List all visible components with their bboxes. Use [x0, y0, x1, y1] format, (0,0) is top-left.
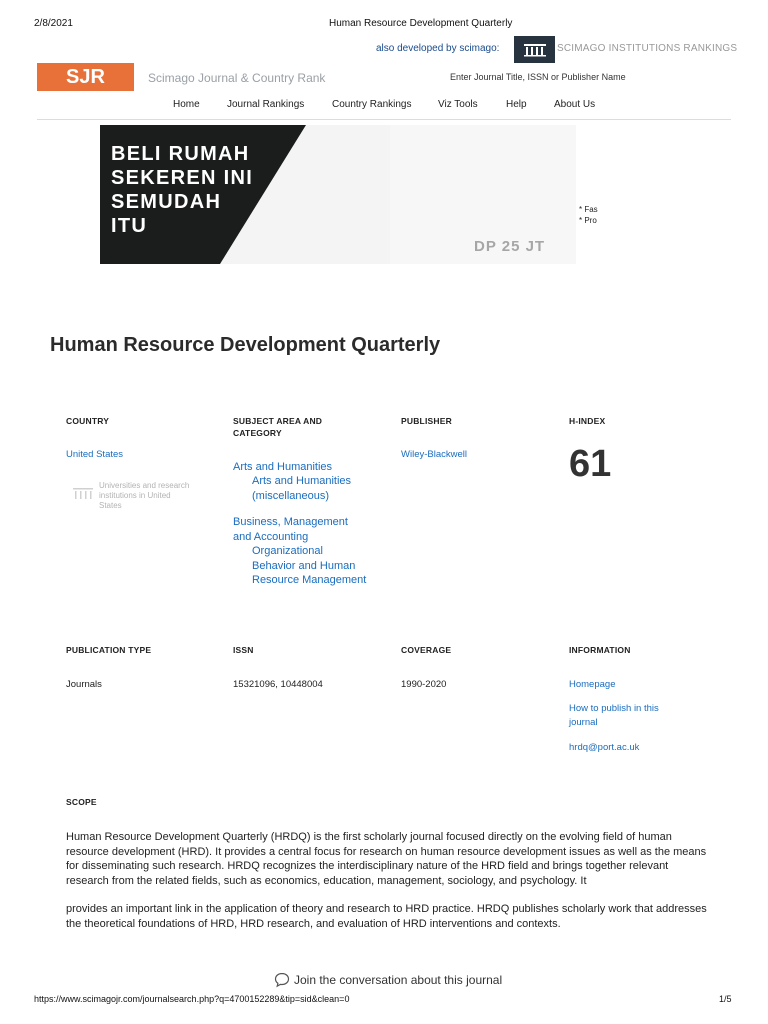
- publisher-label: PUBLISHER: [401, 416, 452, 426]
- subject-area-2[interactable]: Business, Management and Accounting: [233, 516, 348, 543]
- scimago-institutions-logo[interactable]: [514, 36, 555, 63]
- ad-headline: BELI RUMAH SEKEREN INI SEMUDAH ITU: [111, 143, 254, 237]
- subject-area-1[interactable]: Arts and Humanities: [233, 461, 333, 473]
- join-conversation-label: Join the conversation about this journal: [294, 973, 503, 987]
- nav-journal-rankings[interactable]: Journal Rankings: [227, 99, 305, 110]
- how-to-publish-link[interactable]: How to publish in this journal: [569, 703, 659, 728]
- sjr-logo-subtitle[interactable]: Scimago Journal & Country Rank: [148, 71, 326, 85]
- issn-value: 15321096, 10448004: [233, 679, 323, 690]
- coverage-value: 1990-2020: [401, 679, 447, 690]
- scope-paragraph-2: provides an important link in the application of theory and research to HRD practice. HRDQ publishes scholarly work that addresses the theoretical foundations of HRD, HRD research, and evaluation of HRD interventions and contexts.: [66, 903, 707, 930]
- ad-bullet-2: * Pro: [579, 216, 597, 225]
- institutions-thumbnail[interactable]: [72, 487, 94, 506]
- issn-label: ISSN: [233, 645, 254, 655]
- nav-country-rankings[interactable]: Country Rankings: [332, 99, 412, 110]
- print-date: 2/8/2021: [34, 18, 73, 29]
- publisher-link[interactable]: Wiley-Blackwell: [401, 449, 467, 460]
- journal-search-input[interactable]: Enter Journal Title, ISSN or Publisher Name: [450, 72, 626, 82]
- nav-viz-tools[interactable]: Viz Tools: [438, 99, 478, 110]
- country-label: COUNTRY: [66, 416, 110, 426]
- print-title: Human Resource Development Quarterly: [329, 18, 513, 29]
- scope-paragraph-1: Human Resource Development Quarterly (HRDQ) is the first scholarly journal focused directly on the evolving field of human resource development (HRD). It provides a central focus for research on human resource development issues as well as the means for disseminating such research. HRDQ recognizes the interdisciplinary nature of the HRD field and brings together relevant research from the related fields, such as economics, education, management, sociology, and psychology. It: [66, 831, 707, 887]
- hindex-value: 61: [569, 443, 612, 485]
- speech-bubble-icon: [274, 972, 290, 988]
- join-conversation-link[interactable]: [274, 972, 502, 988]
- sjr-logo[interactable]: SJR: [37, 63, 134, 91]
- subject-category-1[interactable]: Arts and Humanities (miscellaneous): [252, 475, 352, 502]
- journal-title: Human Resource Development Quarterly: [50, 334, 441, 356]
- institution-building-icon: [522, 43, 548, 57]
- subject-area-label: SUBJECT AREA AND CATEGORY: [233, 416, 323, 438]
- scope-label: SCOPE: [66, 797, 97, 807]
- nav-about-us[interactable]: About Us: [554, 99, 596, 110]
- subject-category-2[interactable]: Organizational Behavior and Human Resource Management: [252, 545, 367, 586]
- ad-banner[interactable]: [100, 125, 576, 264]
- publication-type-value: Journals: [66, 679, 102, 690]
- ad-price: DP 25 JT: [474, 238, 546, 255]
- nav-home[interactable]: Home: [173, 99, 200, 110]
- country-institutions-note[interactable]: Universities and research institutions in United States: [99, 481, 190, 510]
- print-url: https://www.scimagojr.com/journalsearch.php?q=4700152289&tip=sid&clean=0: [34, 994, 350, 1004]
- coverage-label: COVERAGE: [401, 645, 452, 655]
- homepage-link[interactable]: Homepage: [569, 679, 616, 690]
- also-developed-label: also developed by scimago:: [376, 43, 500, 54]
- ad-bullet-1: * Fas: [579, 205, 598, 214]
- institution-building-icon: [72, 487, 94, 501]
- hindex-label: H-INDEX: [569, 416, 606, 426]
- country-link[interactable]: United States: [66, 449, 124, 460]
- contact-email-link[interactable]: hrdq@port.ac.uk: [569, 742, 640, 753]
- publication-type-label: PUBLICATION TYPE: [66, 645, 152, 655]
- nav-divider: [37, 119, 731, 120]
- nav-help[interactable]: Help: [506, 99, 527, 110]
- information-label: INFORMATION: [569, 645, 631, 655]
- scimago-institutions-rankings-link[interactable]: SCIMAGO INSTITUTIONS RANKINGS: [557, 43, 738, 54]
- print-page-number: 1/5: [719, 994, 732, 1004]
